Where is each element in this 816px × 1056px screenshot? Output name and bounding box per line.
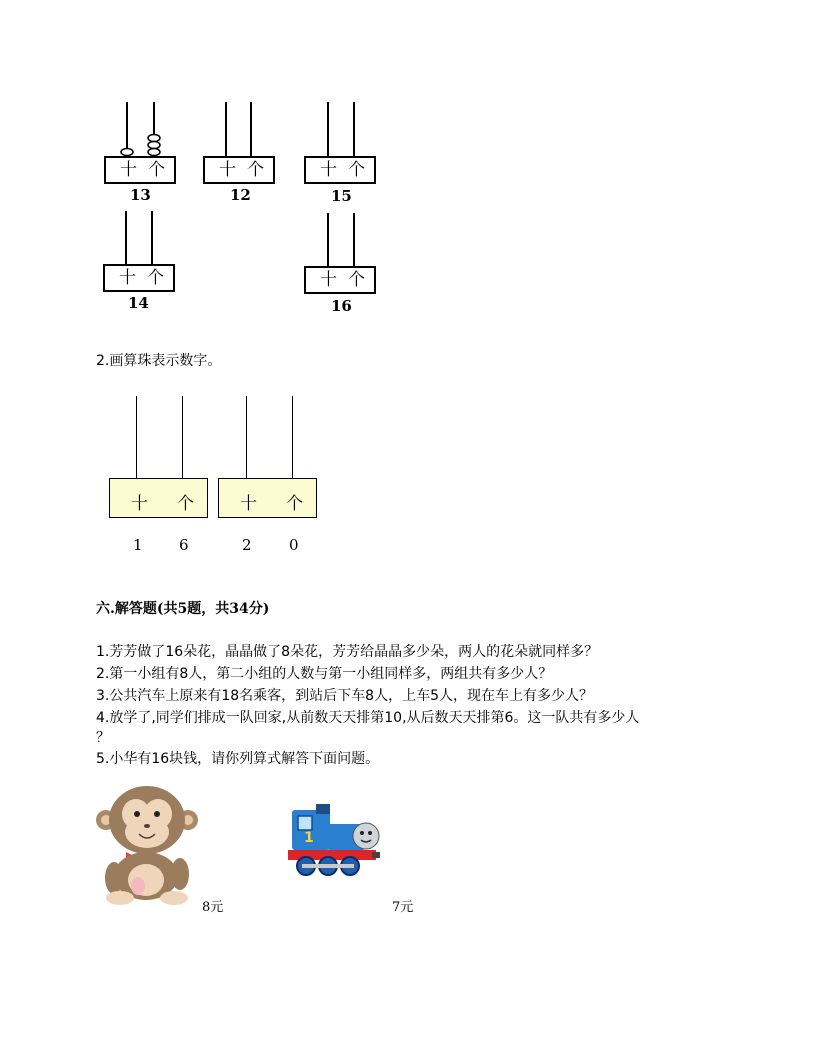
abacus-label-box <box>203 156 275 184</box>
monkey-toy-image <box>96 782 201 907</box>
question-3: 3.公共汽车上原来有18名乘客，到站后下车8人，上车5人，现在车上有多少人？ <box>96 688 593 704</box>
ones-digit: 6 <box>179 536 189 554</box>
monkey-price: 8元 <box>202 900 224 915</box>
abacus-label-box <box>104 156 176 184</box>
abacus-label-box <box>304 266 376 294</box>
abacus-number: 13 <box>130 186 151 204</box>
ones-digit: 0 <box>289 536 299 554</box>
tens-label: 十 <box>320 270 337 290</box>
abacus-label-box <box>304 156 376 184</box>
ones-label: 个 <box>348 270 365 290</box>
place-value-box[interactable] <box>218 478 317 518</box>
question-1: 1.芳芳做了16朵花，晶晶做了8朵花，芳芳给晶晶多少朵，两人的花朵就同样多？ <box>96 644 599 660</box>
tens-label: 十 <box>131 494 148 514</box>
question-2-title: 2.画算珠表示数字。 <box>96 353 222 369</box>
tens-digit: 1 <box>133 536 143 554</box>
tens-label: 十 <box>320 160 337 180</box>
question-5: 5.小华有16块钱，请你列算式解答下面问题。 <box>96 751 380 767</box>
question-2: 2.第一小组有8人，第二小组的人数与第一小组同样多，两组共有多少人？ <box>96 666 553 682</box>
place-value-box[interactable] <box>109 478 208 518</box>
train-toy-image <box>286 802 382 882</box>
ones-label: 个 <box>348 160 365 180</box>
train-price: 7元 <box>392 900 414 915</box>
ones-label: 个 <box>286 494 303 514</box>
abacus-number: 12 <box>230 186 251 204</box>
ones-label: 个 <box>148 160 165 180</box>
ones-label: 个 <box>147 268 164 288</box>
question-4-continuation: ？ <box>96 730 110 746</box>
svg-text:1: 1 <box>304 830 314 846</box>
tens-label: 十 <box>119 268 136 288</box>
tens-label: 十 <box>219 160 236 180</box>
question-4: 4.放学了,同学们排成一队回家,从前数天天排第10,从后数天天排第6。这一队共有多少人 <box>96 710 640 726</box>
tens-label: 十 <box>240 494 257 514</box>
ones-label: 个 <box>247 160 264 180</box>
tens-label: 十 <box>120 160 137 180</box>
ones-label: 个 <box>177 494 194 514</box>
tens-digit: 2 <box>242 536 252 554</box>
abacus-label-box <box>103 264 175 292</box>
abacus-number: 14 <box>128 294 149 312</box>
abacus-number: 16 <box>331 297 352 315</box>
abacus-number: 15 <box>331 187 352 205</box>
section-heading: 六.解答题(共5题，共34分) <box>96 601 270 617</box>
